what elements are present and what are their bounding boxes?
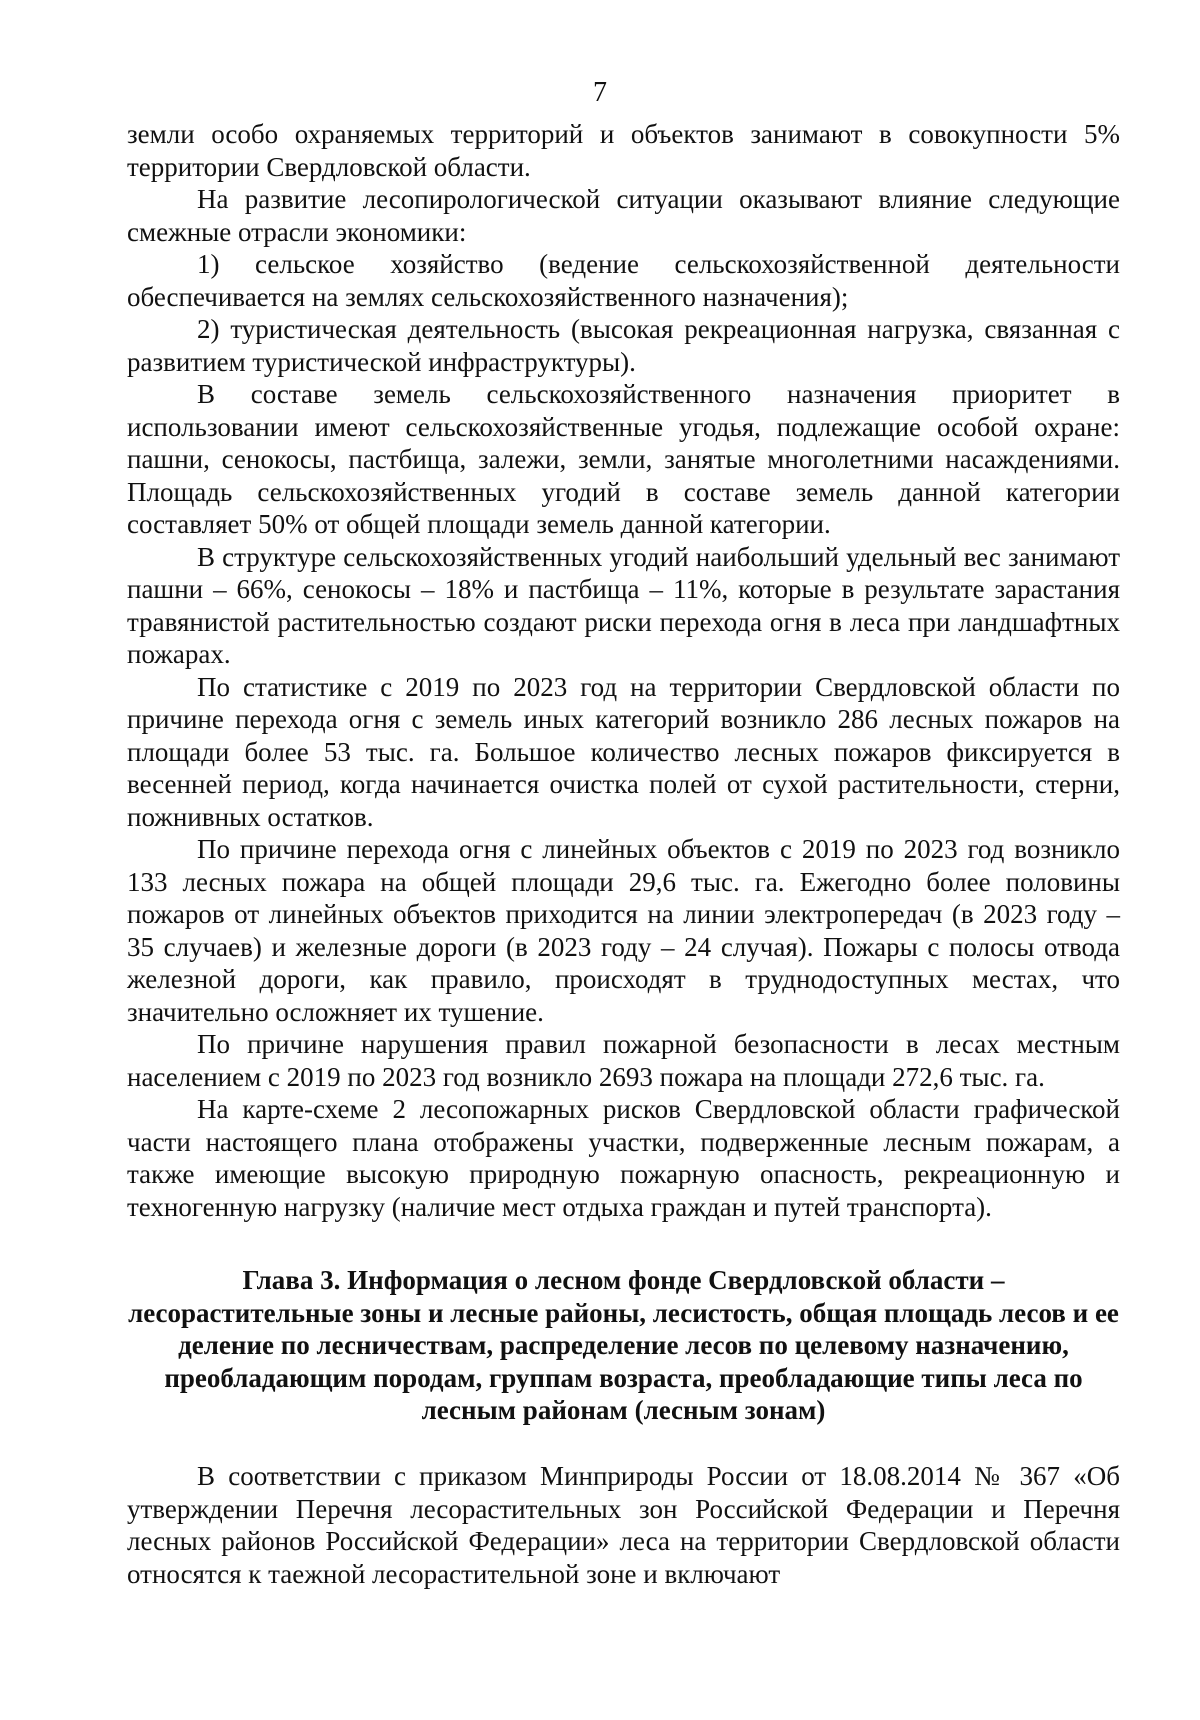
paragraph: На карте-схеме 2 лесопожарных рисков Свердловской области графической части настоящего плана отображены участки, подверженные лесным пожарам, а также имеющие высокую природную пожарную опасность, рекреационную и техногенную нагрузку (наличие мест отдыха граждан и путей транспорта). — [127, 1094, 1120, 1222]
paragraph: На развитие лесопирологической ситуации оказывают влияние следующие смежные отрасли экономики: — [127, 184, 1120, 247]
paragraph: В структуре сельскохозяйственных угодий наибольший удельный вес занимают пашни – 66%, сенокосы – 18% и пастбища – 11%, которые в результате зарастания травянистой растительностью создают риски перехода огня в леса при ландшафтных пожарах. — [127, 541, 1120, 669]
page-number: 7 — [593, 77, 607, 108]
paragraph-continuation: земли особо охраняемых территорий и объектов занимают в совокупности 5% территории Свердловской области. — [127, 119, 1120, 182]
body-text — [127, 118, 1120, 1223]
paragraph: По причине нарушения правил пожарной безопасности в лесах местным населением с 2019 по 2023 год возникло 2693 пожара на площади 272,6 тыс. га. — [127, 1029, 1120, 1092]
chapter-body — [127, 1460, 1120, 1590]
paragraph: По причине перехода огня с линейных объектов с 2019 по 2023 год возникло 133 лесных пожара на общей площади 29,6 тыс. га. Ежегодно более половины пожаров от линейных объектов приходится на линии электропередач (в 2023 году – 35 случаев) и железные дороги (в 2023 году – 24 случая). Пожары с полосы отвода железной дороги, как правило, происходят в труднодоступных местах, что значительно осложняет их тушение. — [127, 834, 1120, 1027]
chapter-heading: Глава 3. Информация о лесном фонде Свердловской области – лесорастительные зоны и лесные районы, лесистость, общая площадь лесов и ее деление по лесничествам, распределение лесов по целевому назначению, преобладающим породам, группам возраста, преобладающие типы леса по лесным районам (лесным зонам) — [128, 1265, 1119, 1425]
list-item: 1) сельское хозяйство (ведение сельскохозяйственной деятельности обеспечивается на землях сельскохозяйственного назначения); — [127, 249, 1120, 312]
paragraph: В составе земель сельскохозяйственного назначения приоритет в использовании имеют сельскохозяйственные угодья, подлежащие особой охране: пашни, сенокосы, пастбища, залежи, земли, занятые многолетними насаждениями. Площадь сельскохозяйственных угодий в составе земель данной категории составляет 50% от общей площади земель данной категории. — [127, 379, 1120, 539]
list-item: 2) туристическая деятельность (высокая рекреационная нагрузка, связанная с развитием туристической инфраструктуры). — [127, 314, 1120, 377]
paragraph: По статистике с 2019 по 2023 год на территории Свердловской области по причине перехода огня с земель иных категорий возникло 286 лесных пожаров на площади более 53 тыс. га. Большое количество лесных пожаров фиксируется в весенней период, когда начинается очистка полей от сухой растительности, стерни, пожнивных остатков. — [127, 671, 1120, 832]
paragraph: В соответствии с приказом Минприроды России от 18.08.2014 № 367 «Об утверждении Перечня лесорастительных зон Российской Федерации и Перечня лесных районов Российской Федерации» леса на территории Свердловской области относятся к таежной лесорастительной зоне и включают — [127, 1461, 1120, 1589]
